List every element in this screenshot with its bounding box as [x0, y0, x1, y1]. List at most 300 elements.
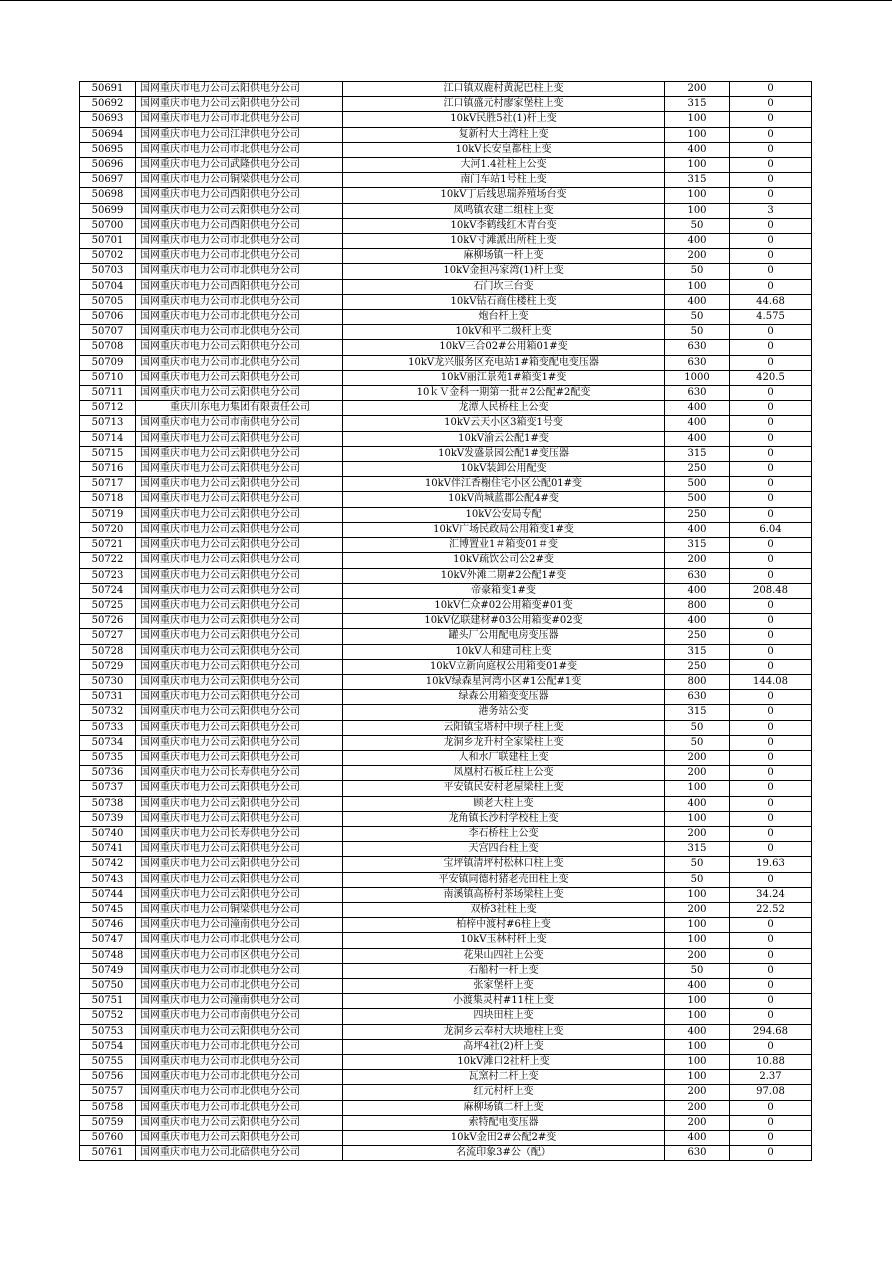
capacity-cell: 500 [665, 477, 730, 492]
table-row [80, 538, 812, 553]
table-row [80, 781, 812, 796]
row-id-cell: 50740 [80, 826, 136, 841]
table-row [80, 522, 812, 537]
table-row [80, 82, 812, 97]
row-id-cell: 50699 [80, 203, 136, 218]
unit-cell: 国网重庆市电力公司酉阳供电分公司 [136, 218, 343, 233]
table-row [80, 249, 812, 264]
capacity-cell: 630 [665, 1146, 730, 1161]
unit-cell: 国网重庆市电力公司云阳供电分公司 [136, 857, 343, 872]
unit-cell: 国网重庆市电力公司云阳供电分公司 [136, 370, 343, 385]
capacity-cell: 100 [665, 933, 730, 948]
station-name-cell: 10kV人和建司柱上变 [343, 644, 665, 659]
row-id-cell: 50733 [80, 720, 136, 735]
table-row [80, 1146, 812, 1161]
row-id-cell: 50757 [80, 1085, 136, 1100]
station-name-cell: 10kV亿联建材#03公用箱变#02变 [343, 614, 665, 629]
table-row [80, 386, 812, 401]
page-top-border [0, 0, 892, 1]
row-id-cell: 50705 [80, 294, 136, 309]
table-row [80, 553, 812, 568]
capacity-cell: 400 [665, 401, 730, 416]
capacity-cell: 200 [665, 1085, 730, 1100]
station-name-cell: 10kV绿森星河湾小区#1公配#1变 [343, 674, 665, 689]
load-cell: 0 [730, 1100, 812, 1115]
load-cell: 0 [730, 720, 812, 735]
table-row [80, 325, 812, 340]
table-body [80, 82, 812, 1161]
row-id-cell: 50700 [80, 218, 136, 233]
table-row [80, 583, 812, 598]
unit-cell: 国网重庆市电力公司云阳供电分公司 [136, 614, 343, 629]
load-cell: 0 [730, 127, 812, 142]
load-cell: 2.37 [730, 1070, 812, 1085]
station-name-cell: 大河1.4社柱上公变 [343, 158, 665, 173]
station-name-cell: 10kV滩口2社杆上变 [343, 1055, 665, 1070]
table-row [80, 1070, 812, 1085]
unit-cell: 国网重庆市电力公司市北供电分公司 [136, 325, 343, 340]
load-cell: 0 [730, 1009, 812, 1024]
table-row [80, 948, 812, 963]
load-cell: 0 [730, 1131, 812, 1146]
unit-cell: 国网重庆市电力公司云阳供电分公司 [136, 507, 343, 522]
unit-cell: 国网重庆市电力公司云阳供电分公司 [136, 796, 343, 811]
row-id-cell: 50739 [80, 811, 136, 826]
station-name-cell: 名流印象3#公（配） [343, 1146, 665, 1161]
table-row [80, 477, 812, 492]
capacity-cell: 50 [665, 264, 730, 279]
capacity-cell: 100 [665, 1070, 730, 1085]
row-id-cell: 50746 [80, 918, 136, 933]
load-cell: 0 [730, 325, 812, 340]
table-row [80, 142, 812, 157]
capacity-cell: 200 [665, 826, 730, 841]
station-name-cell: 天宫四台柱上变 [343, 842, 665, 857]
station-name-cell: 双桥3社柱上变 [343, 902, 665, 917]
unit-cell: 国网重庆市电力公司云阳供电分公司 [136, 1115, 343, 1130]
unit-cell: 国网重庆市电力公司云阳供电分公司 [136, 340, 343, 355]
capacity-cell: 200 [665, 750, 730, 765]
unit-cell: 国网重庆市电力公司云阳供电分公司 [136, 659, 343, 674]
capacity-cell: 315 [665, 842, 730, 857]
row-id-cell: 50717 [80, 477, 136, 492]
row-id-cell: 50758 [80, 1100, 136, 1115]
load-cell: 0 [730, 811, 812, 826]
unit-cell: 国网重庆市电力公司市北供电分公司 [136, 294, 343, 309]
station-name-cell: 四块田柱上变 [343, 1009, 665, 1024]
row-id-cell: 50727 [80, 629, 136, 644]
capacity-cell: 400 [665, 431, 730, 446]
load-cell: 0 [730, 705, 812, 720]
station-name-cell: 小渡集灵村#11柱上变 [343, 994, 665, 1009]
load-cell: 0 [730, 173, 812, 188]
load-cell: 0 [730, 644, 812, 659]
load-cell: 4.575 [730, 310, 812, 325]
table-row [80, 203, 812, 218]
load-cell: 10.88 [730, 1055, 812, 1070]
row-id-cell: 50759 [80, 1115, 136, 1130]
capacity-cell: 800 [665, 674, 730, 689]
unit-cell: 国网重庆市电力公司云阳供电分公司 [136, 705, 343, 720]
capacity-cell: 100 [665, 887, 730, 902]
capacity-cell: 50 [665, 872, 730, 887]
capacity-cell: 630 [665, 355, 730, 370]
unit-cell: 国网重庆市电力公司北碚供电分公司 [136, 1146, 343, 1161]
station-name-cell: 麻柳场镇二杆上变 [343, 1100, 665, 1115]
table-row [80, 97, 812, 112]
load-cell: 0 [730, 386, 812, 401]
capacity-cell: 100 [665, 1039, 730, 1054]
table-row [80, 234, 812, 249]
load-cell: 0 [730, 355, 812, 370]
table-row [80, 1024, 812, 1039]
row-id-cell: 50750 [80, 978, 136, 993]
unit-cell: 国网重庆市电力公司云阳供电分公司 [136, 203, 343, 218]
row-id-cell: 50748 [80, 948, 136, 963]
load-cell: 0 [730, 142, 812, 157]
load-cell: 0 [730, 598, 812, 613]
row-id-cell: 50710 [80, 370, 136, 385]
load-cell: 0 [730, 614, 812, 629]
unit-cell: 国网重庆市电力公司市北供电分公司 [136, 142, 343, 157]
table-row [80, 1055, 812, 1070]
table-row [80, 340, 812, 355]
table-row [80, 1100, 812, 1115]
row-id-cell: 50706 [80, 310, 136, 325]
capacity-cell: 315 [665, 538, 730, 553]
row-id-cell: 50704 [80, 279, 136, 294]
capacity-cell: 50 [665, 857, 730, 872]
transformer-load-table [79, 81, 812, 1161]
station-name-cell: 花果山四社上公变 [343, 948, 665, 963]
station-name-cell: 10kV民胜5社(1)杆上变 [343, 112, 665, 127]
capacity-cell: 315 [665, 446, 730, 461]
station-name-cell: 10kV三合02#公用箱01#变 [343, 340, 665, 355]
unit-cell: 国网重庆市电力公司云阳供电分公司 [136, 431, 343, 446]
capacity-cell: 100 [665, 811, 730, 826]
table-row [80, 173, 812, 188]
station-name-cell: 10kV伴江香榭住宅小区公配01#变 [343, 477, 665, 492]
table-row [80, 598, 812, 613]
row-id-cell: 50744 [80, 887, 136, 902]
unit-cell: 国网重庆市电力公司潼南供电分公司 [136, 918, 343, 933]
load-cell: 34.24 [730, 887, 812, 902]
load-cell: 0 [730, 963, 812, 978]
load-cell: 0 [730, 1039, 812, 1054]
row-id-cell: 50721 [80, 538, 136, 553]
capacity-cell: 630 [665, 690, 730, 705]
capacity-cell: 315 [665, 644, 730, 659]
row-id-cell: 50723 [80, 568, 136, 583]
load-cell: 0 [730, 401, 812, 416]
load-cell: 0 [730, 796, 812, 811]
station-name-cell: 凤凰村石板丘柱上公变 [343, 766, 665, 781]
load-cell: 0 [730, 446, 812, 461]
unit-cell: 国网重庆市电力公司市北供电分公司 [136, 1039, 343, 1054]
row-id-cell: 50737 [80, 781, 136, 796]
table-row [80, 918, 812, 933]
station-name-cell: 10kV仁众#02公用箱变#01变 [343, 598, 665, 613]
unit-cell: 国网重庆市电力公司云阳供电分公司 [136, 644, 343, 659]
capacity-cell: 630 [665, 568, 730, 583]
unit-cell: 国网重庆市电力公司云阳供电分公司 [136, 446, 343, 461]
station-name-cell: 炮台杆上变 [343, 310, 665, 325]
unit-cell: 国网重庆市电力公司云阳供电分公司 [136, 674, 343, 689]
row-id-cell: 50755 [80, 1055, 136, 1070]
row-id-cell: 50752 [80, 1009, 136, 1024]
load-cell: 0 [730, 431, 812, 446]
load-cell: 0 [730, 477, 812, 492]
row-id-cell: 50702 [80, 249, 136, 264]
row-id-cell: 50731 [80, 690, 136, 705]
table-row [80, 978, 812, 993]
unit-cell: 国网重庆市电力公司市北供电分公司 [136, 310, 343, 325]
station-name-cell: 汇博置业1＃箱变01＃变 [343, 538, 665, 553]
station-name-cell: 龙角镇长沙村学校柱上变 [343, 811, 665, 826]
station-name-cell: 10ｋＶ金科一期第一批＃2公配#2配变 [343, 386, 665, 401]
station-name-cell: 绿森公用箱变变压器 [343, 690, 665, 705]
load-cell: 3 [730, 203, 812, 218]
row-id-cell: 50718 [80, 492, 136, 507]
row-id-cell: 50693 [80, 112, 136, 127]
station-name-cell: 江口镇双鹿村黄泥巴柱上变 [343, 82, 665, 97]
unit-cell: 国网重庆市电力公司酉阳供电分公司 [136, 279, 343, 294]
load-cell: 0 [730, 568, 812, 583]
capacity-cell: 200 [665, 1115, 730, 1130]
station-name-cell: 凤鸣镇农建二组柱上变 [343, 203, 665, 218]
load-cell: 0 [730, 218, 812, 233]
table-row [80, 431, 812, 446]
row-id-cell: 50703 [80, 264, 136, 279]
station-name-cell: 索特配电变压器 [343, 1115, 665, 1130]
unit-cell: 国网重庆市电力公司云阳供电分公司 [136, 97, 343, 112]
table-row [80, 902, 812, 917]
table-row [80, 811, 812, 826]
unit-cell: 国网重庆市电力公司云阳供电分公司 [136, 842, 343, 857]
unit-cell: 国网重庆市电力公司云阳供电分公司 [136, 583, 343, 598]
table-row [80, 279, 812, 294]
row-id-cell: 50741 [80, 842, 136, 857]
row-id-cell: 50732 [80, 705, 136, 720]
station-name-cell: 10kV龙兴服务区充电站1#箱变配电变压器 [343, 355, 665, 370]
station-name-cell: 10kV李鹤线红木青台变 [343, 218, 665, 233]
capacity-cell: 100 [665, 279, 730, 294]
station-name-cell: 瓦窯村二杆上变 [343, 1070, 665, 1085]
table-row [80, 933, 812, 948]
row-id-cell: 50714 [80, 431, 136, 446]
table-row [80, 796, 812, 811]
unit-cell: 国网重庆市电力公司市北供电分公司 [136, 1070, 343, 1085]
station-name-cell: 石门坎三台变 [343, 279, 665, 294]
capacity-cell: 200 [665, 902, 730, 917]
load-cell: 0 [730, 279, 812, 294]
unit-cell: 国网重庆市电力公司潼南供电分公司 [136, 994, 343, 1009]
load-cell: 0 [730, 1146, 812, 1161]
station-name-cell: 10kV丁后线思瑞养殖场台变 [343, 188, 665, 203]
row-id-cell: 50720 [80, 522, 136, 537]
unit-cell: 国网重庆市电力公司云阳供电分公司 [136, 492, 343, 507]
capacity-cell: 315 [665, 173, 730, 188]
unit-cell: 国网重庆市电力公司武隆供电分公司 [136, 158, 343, 173]
capacity-cell: 200 [665, 766, 730, 781]
unit-cell: 国网重庆市电力公司云阳供电分公司 [136, 568, 343, 583]
load-cell: 0 [730, 1115, 812, 1130]
row-id-cell: 50728 [80, 644, 136, 659]
capacity-cell: 200 [665, 249, 730, 264]
row-id-cell: 50761 [80, 1146, 136, 1161]
row-id-cell: 50724 [80, 583, 136, 598]
load-cell: 208.48 [730, 583, 812, 598]
table-row [80, 310, 812, 325]
station-name-cell: 10kV长安皇都柱上变 [343, 142, 665, 157]
station-name-cell: 10kV发盛景园公配1#变压器 [343, 446, 665, 461]
unit-cell: 国网重庆市电力公司市北供电分公司 [136, 234, 343, 249]
table-row [80, 994, 812, 1009]
capacity-cell: 400 [665, 142, 730, 157]
row-id-cell: 50730 [80, 674, 136, 689]
unit-cell: 国网重庆市电力公司铜梁供电分公司 [136, 173, 343, 188]
row-id-cell: 50698 [80, 188, 136, 203]
row-id-cell: 50701 [80, 234, 136, 249]
unit-cell: 国网重庆市电力公司酉阳供电分公司 [136, 188, 343, 203]
load-cell: 0 [730, 690, 812, 705]
table-row [80, 492, 812, 507]
unit-cell: 国网重庆市电力公司江津供电分公司 [136, 127, 343, 142]
unit-cell: 国网重庆市电力公司云阳供电分公司 [136, 553, 343, 568]
load-cell: 0 [730, 82, 812, 97]
table-row [80, 401, 812, 416]
table-row [80, 674, 812, 689]
capacity-cell: 400 [665, 583, 730, 598]
row-id-cell: 50729 [80, 659, 136, 674]
load-cell: 0 [730, 766, 812, 781]
unit-cell: 国网重庆市电力公司云阳供电分公司 [136, 1024, 343, 1039]
capacity-cell: 400 [665, 522, 730, 537]
station-name-cell: 10kV外滩二期#2公配1#变 [343, 568, 665, 583]
table-row [80, 462, 812, 477]
table-row [80, 294, 812, 309]
capacity-cell: 250 [665, 507, 730, 522]
row-id-cell: 50753 [80, 1024, 136, 1039]
table-row [80, 644, 812, 659]
table-row [80, 750, 812, 765]
capacity-cell: 200 [665, 553, 730, 568]
capacity-cell: 800 [665, 598, 730, 613]
load-cell: 44.68 [730, 294, 812, 309]
table-row [80, 857, 812, 872]
station-name-cell: 江口镇盛元村廖家堡柱上变 [343, 97, 665, 112]
station-name-cell: 麻柳场镇一杆上变 [343, 249, 665, 264]
unit-cell: 国网重庆市电力公司云阳供电分公司 [136, 750, 343, 765]
unit-cell: 国网重庆市电力公司云阳供电分公司 [136, 477, 343, 492]
load-cell: 0 [730, 158, 812, 173]
station-name-cell: 人和水厂联建柱上变 [343, 750, 665, 765]
capacity-cell: 50 [665, 325, 730, 340]
unit-cell: 国网重庆市电力公司云阳供电分公司 [136, 598, 343, 613]
station-name-cell: 龙洞乡云奉村大块地柱上变 [343, 1024, 665, 1039]
station-name-cell: 10kV尚城蓝郡公配4#变 [343, 492, 665, 507]
unit-cell: 国网重庆市电力公司市北供电分公司 [136, 933, 343, 948]
capacity-cell: 100 [665, 781, 730, 796]
station-name-cell: 10kV钻石商住楼柱上变 [343, 294, 665, 309]
load-cell: 420.5 [730, 370, 812, 385]
station-name-cell: 顾老大柱上变 [343, 796, 665, 811]
capacity-cell: 315 [665, 705, 730, 720]
table-row [80, 1131, 812, 1146]
unit-cell: 国网重庆市电力公司云阳供电分公司 [136, 720, 343, 735]
capacity-cell: 50 [665, 310, 730, 325]
unit-cell: 国网重庆市电力公司云阳供电分公司 [136, 887, 343, 902]
load-cell: 0 [730, 97, 812, 112]
unit-cell: 国网重庆市电力公司市北供电分公司 [136, 1100, 343, 1115]
capacity-cell: 250 [665, 629, 730, 644]
row-id-cell: 50738 [80, 796, 136, 811]
load-cell: 0 [730, 264, 812, 279]
row-id-cell: 50696 [80, 158, 136, 173]
load-cell: 0 [730, 249, 812, 264]
row-id-cell: 50745 [80, 902, 136, 917]
row-id-cell: 50709 [80, 355, 136, 370]
unit-cell: 国网重庆市电力公司云阳供电分公司 [136, 872, 343, 887]
table-row [80, 1085, 812, 1100]
row-id-cell: 50694 [80, 127, 136, 142]
capacity-cell: 400 [665, 1024, 730, 1039]
capacity-cell: 100 [665, 112, 730, 127]
station-name-cell: 港务站公变 [343, 705, 665, 720]
station-name-cell: 10kV立新向庭权公用箱变01#变 [343, 659, 665, 674]
row-id-cell: 50743 [80, 872, 136, 887]
table-row [80, 887, 812, 902]
table-row [80, 446, 812, 461]
capacity-cell: 100 [665, 203, 730, 218]
unit-cell: 国网重庆市电力公司云阳供电分公司 [136, 522, 343, 537]
load-cell: 0 [730, 416, 812, 431]
table-row [80, 766, 812, 781]
unit-cell: 国网重庆市电力公司市北供电分公司 [136, 249, 343, 264]
row-id-cell: 50736 [80, 766, 136, 781]
load-cell: 0 [730, 492, 812, 507]
capacity-cell: 100 [665, 188, 730, 203]
unit-cell: 国网重庆市电力公司长寿供电分公司 [136, 766, 343, 781]
station-name-cell: 10kV寸滩派出所柱上变 [343, 234, 665, 249]
load-cell: 0 [730, 750, 812, 765]
capacity-cell: 100 [665, 1055, 730, 1070]
station-name-cell: 10kV和平二级杆上变 [343, 325, 665, 340]
station-name-cell: 南门车站1号柱上变 [343, 173, 665, 188]
station-name-cell: 10kV装卸公用配变 [343, 462, 665, 477]
load-cell: 0 [730, 629, 812, 644]
load-cell: 0 [730, 872, 812, 887]
row-id-cell: 50713 [80, 416, 136, 431]
load-cell: 0 [730, 538, 812, 553]
station-name-cell: 帝豪箱变1#变 [343, 583, 665, 598]
table-row [80, 112, 812, 127]
table-row [80, 614, 812, 629]
table-row [80, 1115, 812, 1130]
unit-cell: 国网重庆市电力公司云阳供电分公司 [136, 629, 343, 644]
station-name-cell: 李石桥柱上公变 [343, 826, 665, 841]
row-id-cell: 50725 [80, 598, 136, 613]
station-name-cell: 龙洞乡龙升村全家梁柱上变 [343, 735, 665, 750]
capacity-cell: 50 [665, 963, 730, 978]
row-id-cell: 50754 [80, 1039, 136, 1054]
station-name-cell: 高坪4社(2)杆上变 [343, 1039, 665, 1054]
capacity-cell: 200 [665, 1100, 730, 1115]
capacity-cell: 100 [665, 158, 730, 173]
load-cell: 0 [730, 234, 812, 249]
station-name-cell: 10kV云天小区3箱变1号变 [343, 416, 665, 431]
load-cell: 0 [730, 948, 812, 963]
